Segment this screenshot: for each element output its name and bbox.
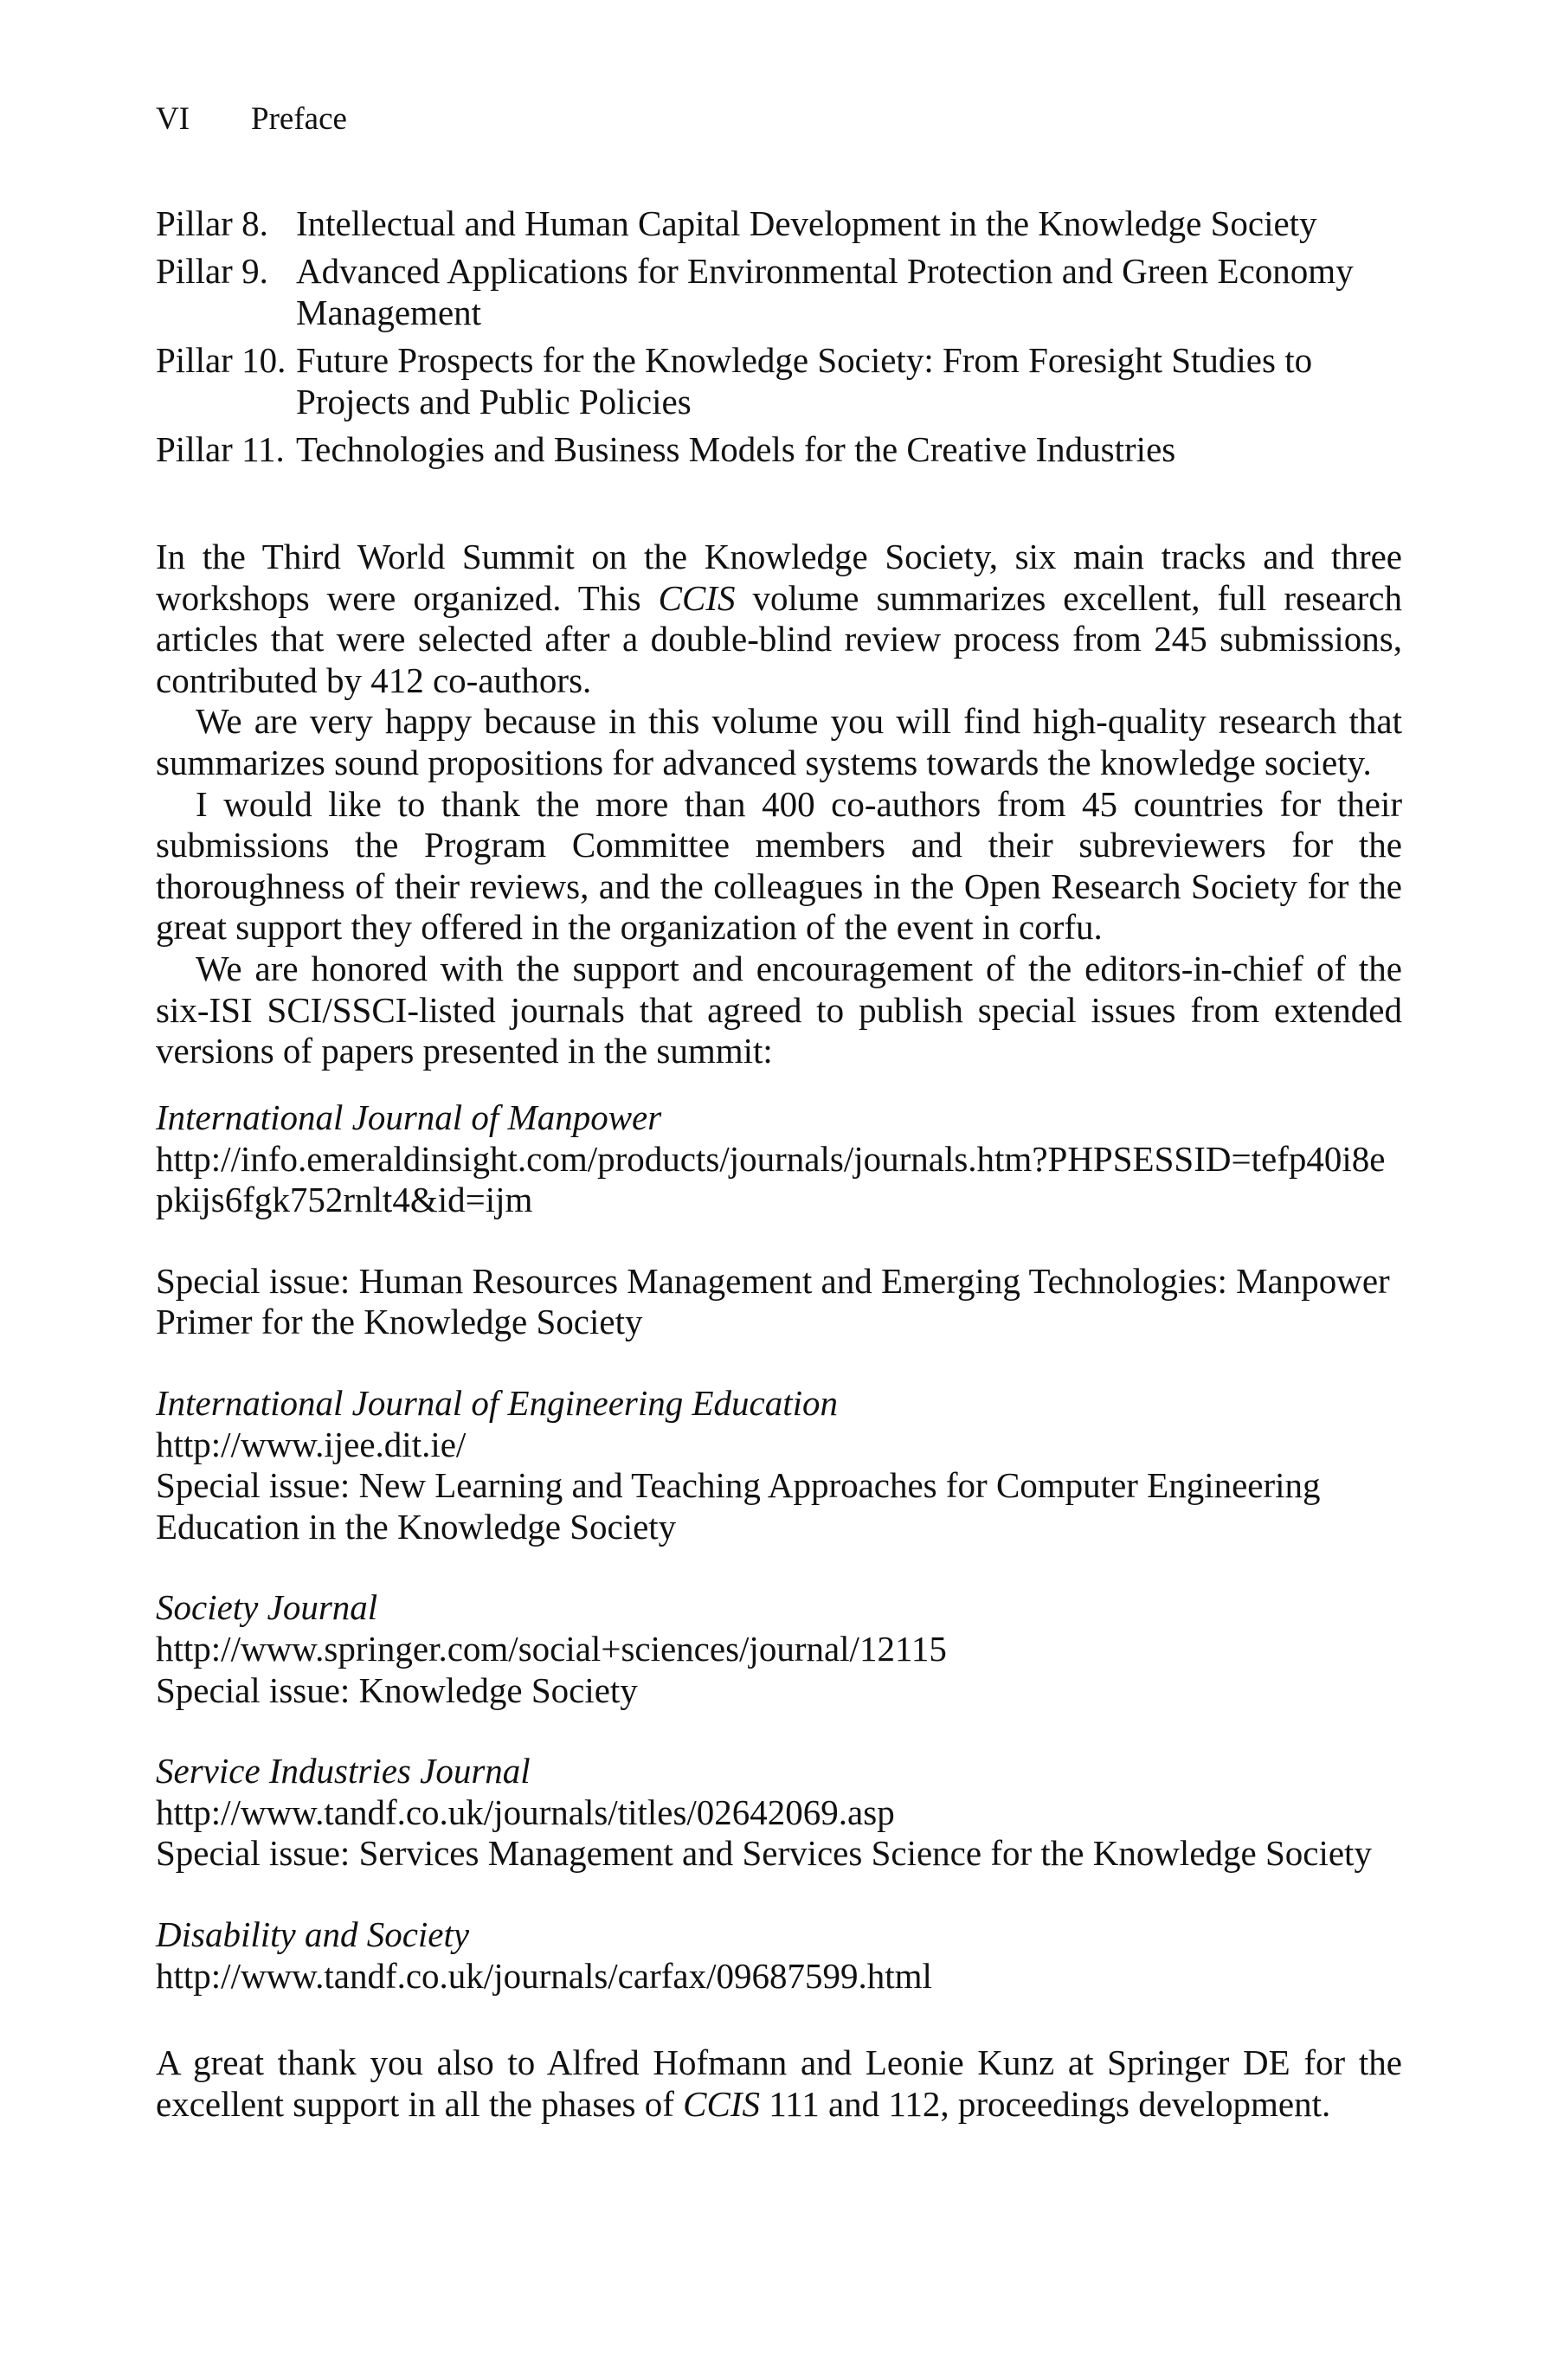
paragraph-thanks: I would like to thank the more than 400 co-authors from 45 countries for their submissions the Program Committee members and their subreviewers for the thoroughness of their reviews, and the colleagues in the Open Research Society for the great support they offered in the organization of the event in corfu. (156, 783, 1402, 948)
pillar-item (156, 428, 1402, 470)
pillar-item (156, 339, 1402, 422)
journal-name: International Journal of Engineering Education (156, 1382, 839, 1423)
paragraph-happy: We are very happy because in this volume you will find high-quality research that summarizes sound propositions for advanced systems towards the knowledge society. (156, 701, 1402, 782)
pillar-list (156, 203, 1402, 476)
journal-special-issue: Special issue: New Learning and Teaching Approaches for Computer Engineering Education in the Knowledge Society (156, 1465, 1321, 1547)
journal-special-issue: Special issue: Human Resources Management and Emerging Technologies: Manpower Primer for the Knowledge Society (156, 1260, 1390, 1342)
pillar-title: Advanced Applications for Environmental Protection and Green Economy Management (296, 251, 1354, 332)
journal-link[interactable]: http://info.emeraldinsight.com/products/journals/journals.htm?PHPSESSID=tefp40i8epkijs6fgk752rnlt4&id=ijm (156, 1138, 1386, 1220)
journal-link[interactable]: http://www.springer.com/social+sciences/journal/12115 (156, 1628, 947, 1669)
journal-special-issue: Special issue: Services Management and Services Science for the Knowledge Society (156, 1833, 1372, 1874)
ccis-series-name: CCIS (658, 577, 736, 618)
running-title: Preface (251, 101, 347, 137)
pillar-number: Pillar 11. (156, 429, 285, 469)
journal-list (156, 1097, 1402, 2036)
pillar-title: Future Prospects for the Knowledge Society: From Foresight Studies to Projects and Public Policies (296, 340, 1313, 421)
journal-link[interactable]: http://www.tandf.co.uk/journals/carfax/09687599.html (156, 1955, 932, 1996)
journal-entry (156, 1097, 1402, 1343)
journal-entry (156, 1751, 1402, 1875)
pillar-number: Pillar 8. (156, 203, 268, 243)
paragraph-closing-thanks: A great thank you also to Alfred Hofmann and Leonie Kunz at Springer DE for the excellent support in all the phases of CCIS 111 and 112, proceedings development. (156, 2042, 1402, 2124)
journal-name: International Journal of Manpower (156, 1097, 662, 1137)
pillar-item (156, 250, 1402, 333)
pillar-title: Intellectual and Human Capital Development in the Knowledge Society (296, 203, 1317, 243)
journal-entry (156, 1587, 1402, 1711)
pillar-number: Pillar 9. (156, 251, 268, 291)
journal-link[interactable]: http://www.tandf.co.uk/journals/titles/02642069.asp (156, 1791, 895, 1832)
page-number: VI (156, 101, 190, 137)
paragraph-journals-intro: We are honored with the support and encouragement of the editors-in-chief of the six-ISI SCI/SSCI-listed journals that agreed to publish special issues from extended versions of papers presented in the summit: (156, 948, 1402, 1071)
journal-name: Service Industries Journal (156, 1751, 531, 1791)
pillar-item (156, 203, 1402, 244)
paragraph-summit: In the Third World Summit on the Knowledge Society, six main tracks and three workshops were organized. This CCIS volume summarizes excellent, full research articles that were selected after a double-blind review process from 245 submissions, contributed by 412 co-authors. (156, 537, 1402, 700)
pillar-title: Technologies and Business Models for the Creative Industries (296, 429, 1176, 469)
journal-entry (156, 1914, 1402, 1997)
ccis-series-name: CCIS (683, 2083, 760, 2124)
journal-name: Society Journal (156, 1587, 378, 1628)
journal-link[interactable]: http://www.ijee.dit.ie/ (156, 1424, 467, 1464)
pillar-number: Pillar 10. (156, 340, 286, 380)
running-head (156, 99, 347, 140)
journal-special-issue: Special issue: Knowledge Society (156, 1669, 638, 1710)
journal-name: Disability and Society (156, 1914, 470, 1954)
journal-entry (156, 1383, 1402, 1547)
preface-body (156, 537, 1402, 1072)
